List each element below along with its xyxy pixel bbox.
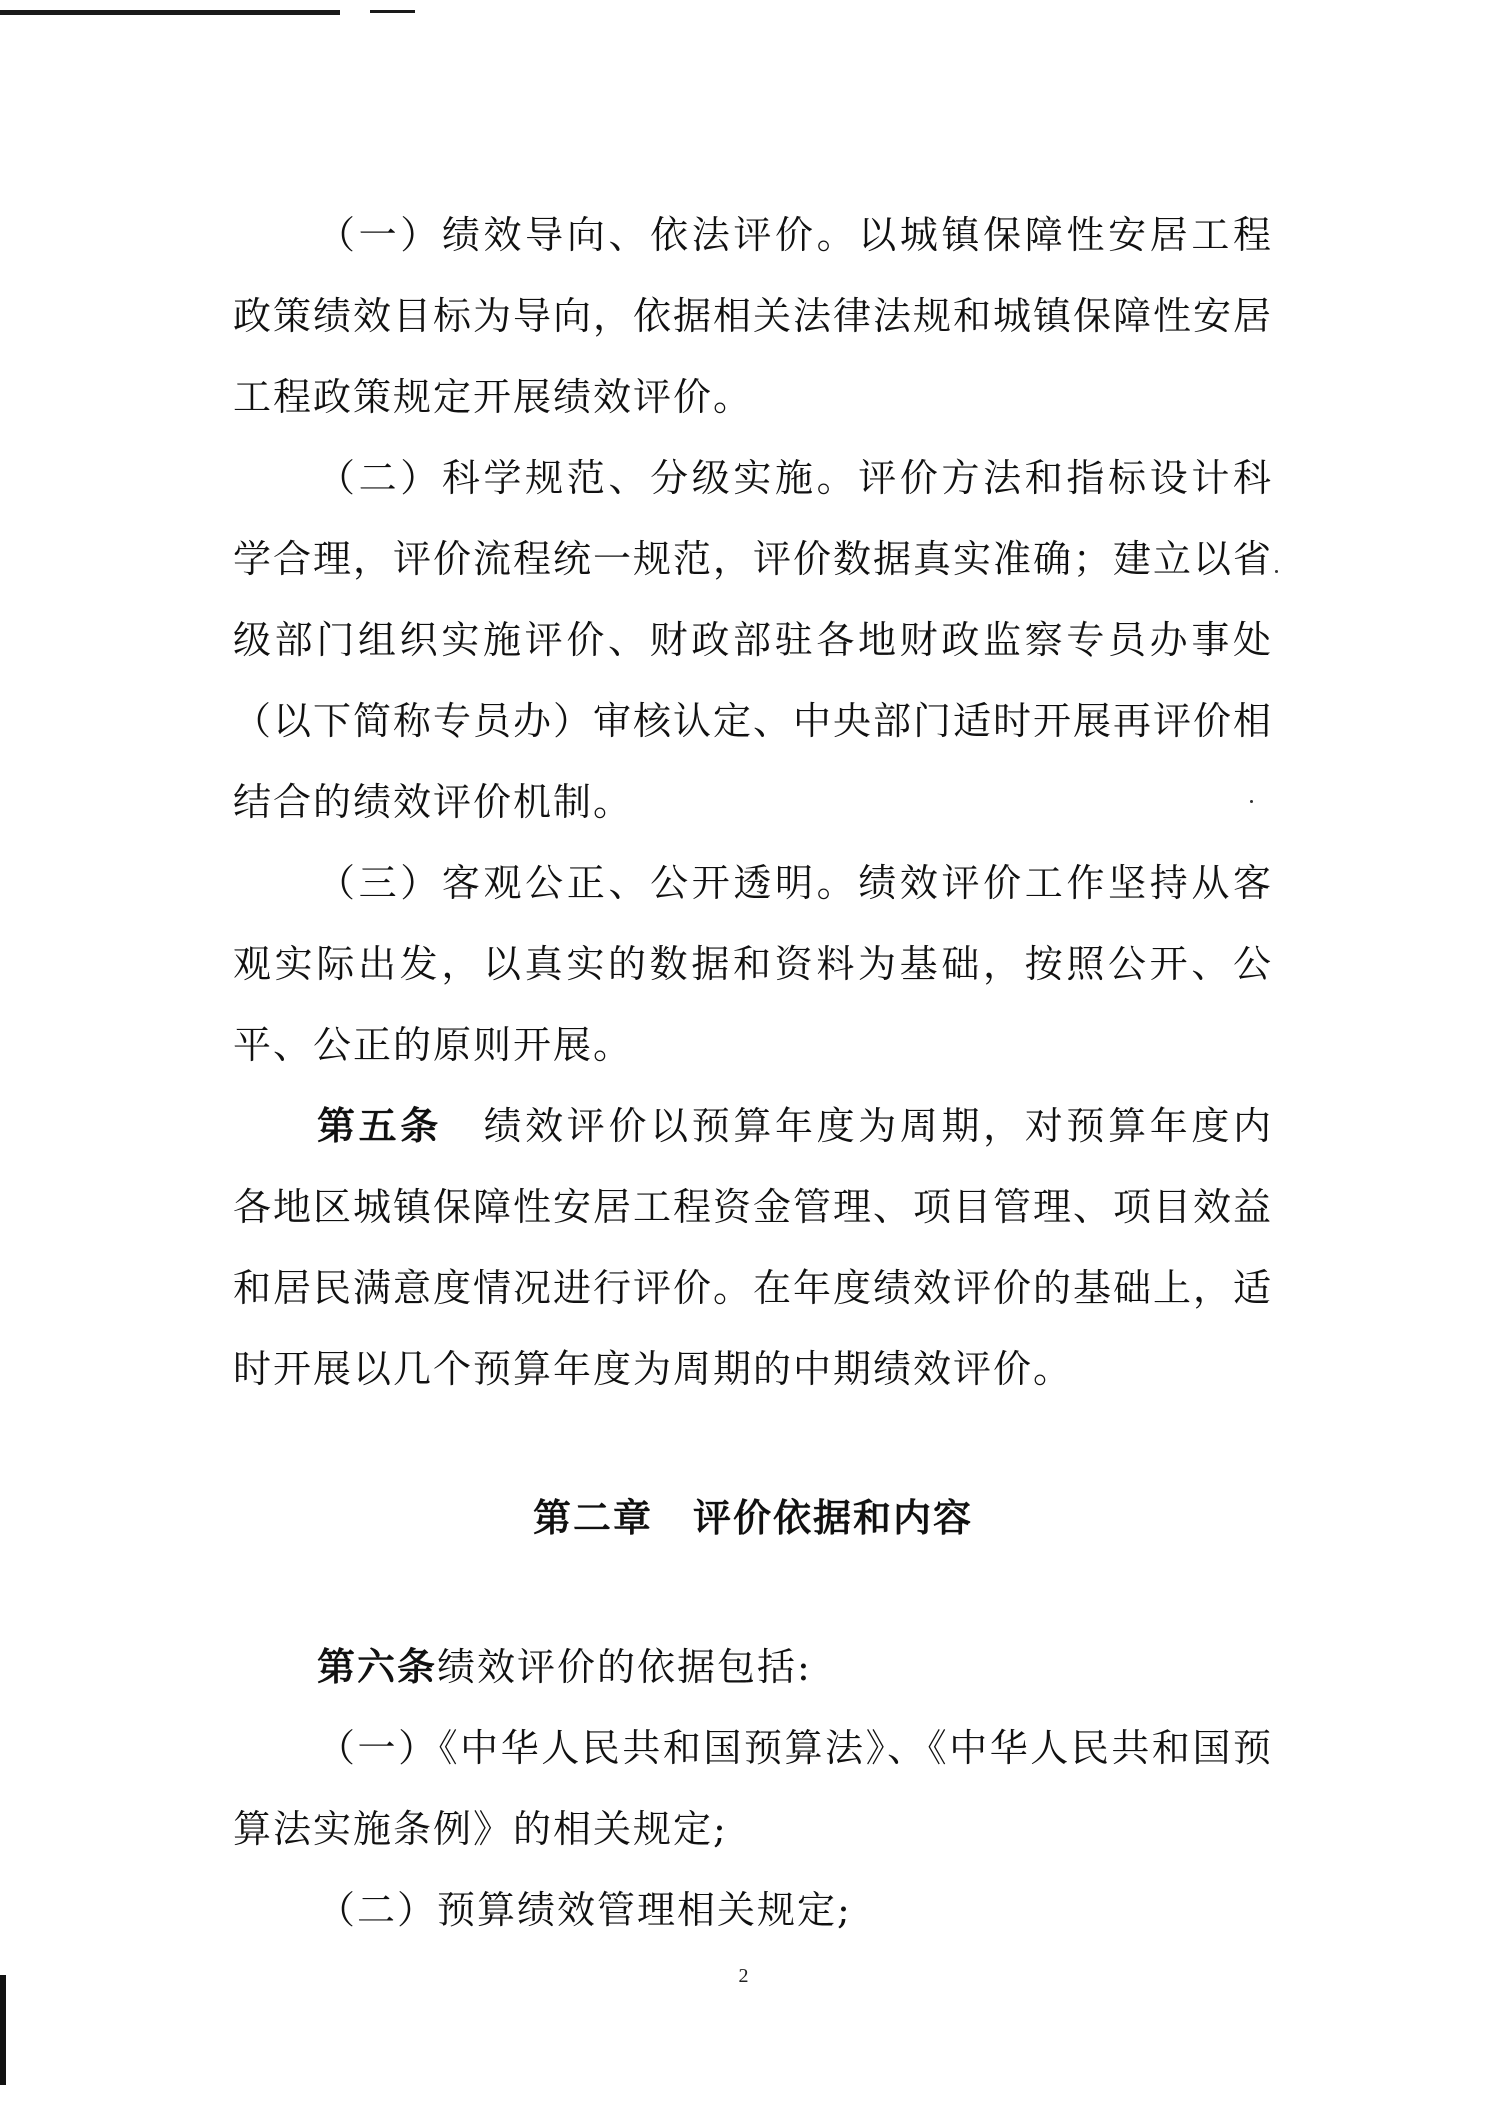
scan-edge-mark — [0, 10, 340, 15]
article-text: 绩效评价的依据包括: — [437, 1645, 812, 1689]
document-body — [233, 195, 1273, 1951]
chapter-title: 第二章 评价依据和内容 — [532, 1496, 973, 1540]
article-paragraph — [233, 1086, 1273, 1410]
paragraph: （一）绩效导向、依法评价。以城镇保障性安居工程政策绩效目标为导向，依据相关法律法规和城镇保障性安居工程政策规定开展绩效评价。 — [233, 213, 1274, 419]
paragraph: （二）科学规范、分级实施。评价方法和指标设计科学合理，评价流程统一规范，评价数据真实准确；建立以省级部门组织实施评价、财政部驻各地财政监察专员办事处（以下简称专员办）审核认定、中央部门适时开展再评价相结合的绩效评价机制。 — [233, 456, 1274, 824]
scan-speck — [1275, 570, 1278, 573]
article-paragraph — [233, 1627, 1273, 1708]
article-number: 第五条 — [317, 1104, 442, 1148]
page-number: 2 — [738, 1965, 749, 1987]
scan-edge-mark — [0, 1975, 6, 2085]
paragraph: （二）预算绩效管理相关规定; — [317, 1888, 852, 1932]
article-text: 绩效评价以预算年度为周期，对预算年度内各地区城镇保障性安居工程资金管理、项目管理、项目效益和居民满意度情况进行评价。在年度绩效评价的基础上，适时开展以几个预算年度为周期的中期绩效评价。 — [233, 1104, 1274, 1391]
paragraph: （一）《中华人民共和国预算法》、《中华人民共和国预算法实施条例》的相关规定; — [233, 1726, 1273, 1851]
scan-edge-mark — [370, 10, 415, 13]
article-number: 第六条 — [317, 1645, 438, 1689]
paragraph: （三）客观公正、公开透明。绩效评价工作坚持从客观实际出发，以真实的数据和资料为基础，按照公开、公平、公正的原则开展。 — [233, 861, 1273, 1067]
